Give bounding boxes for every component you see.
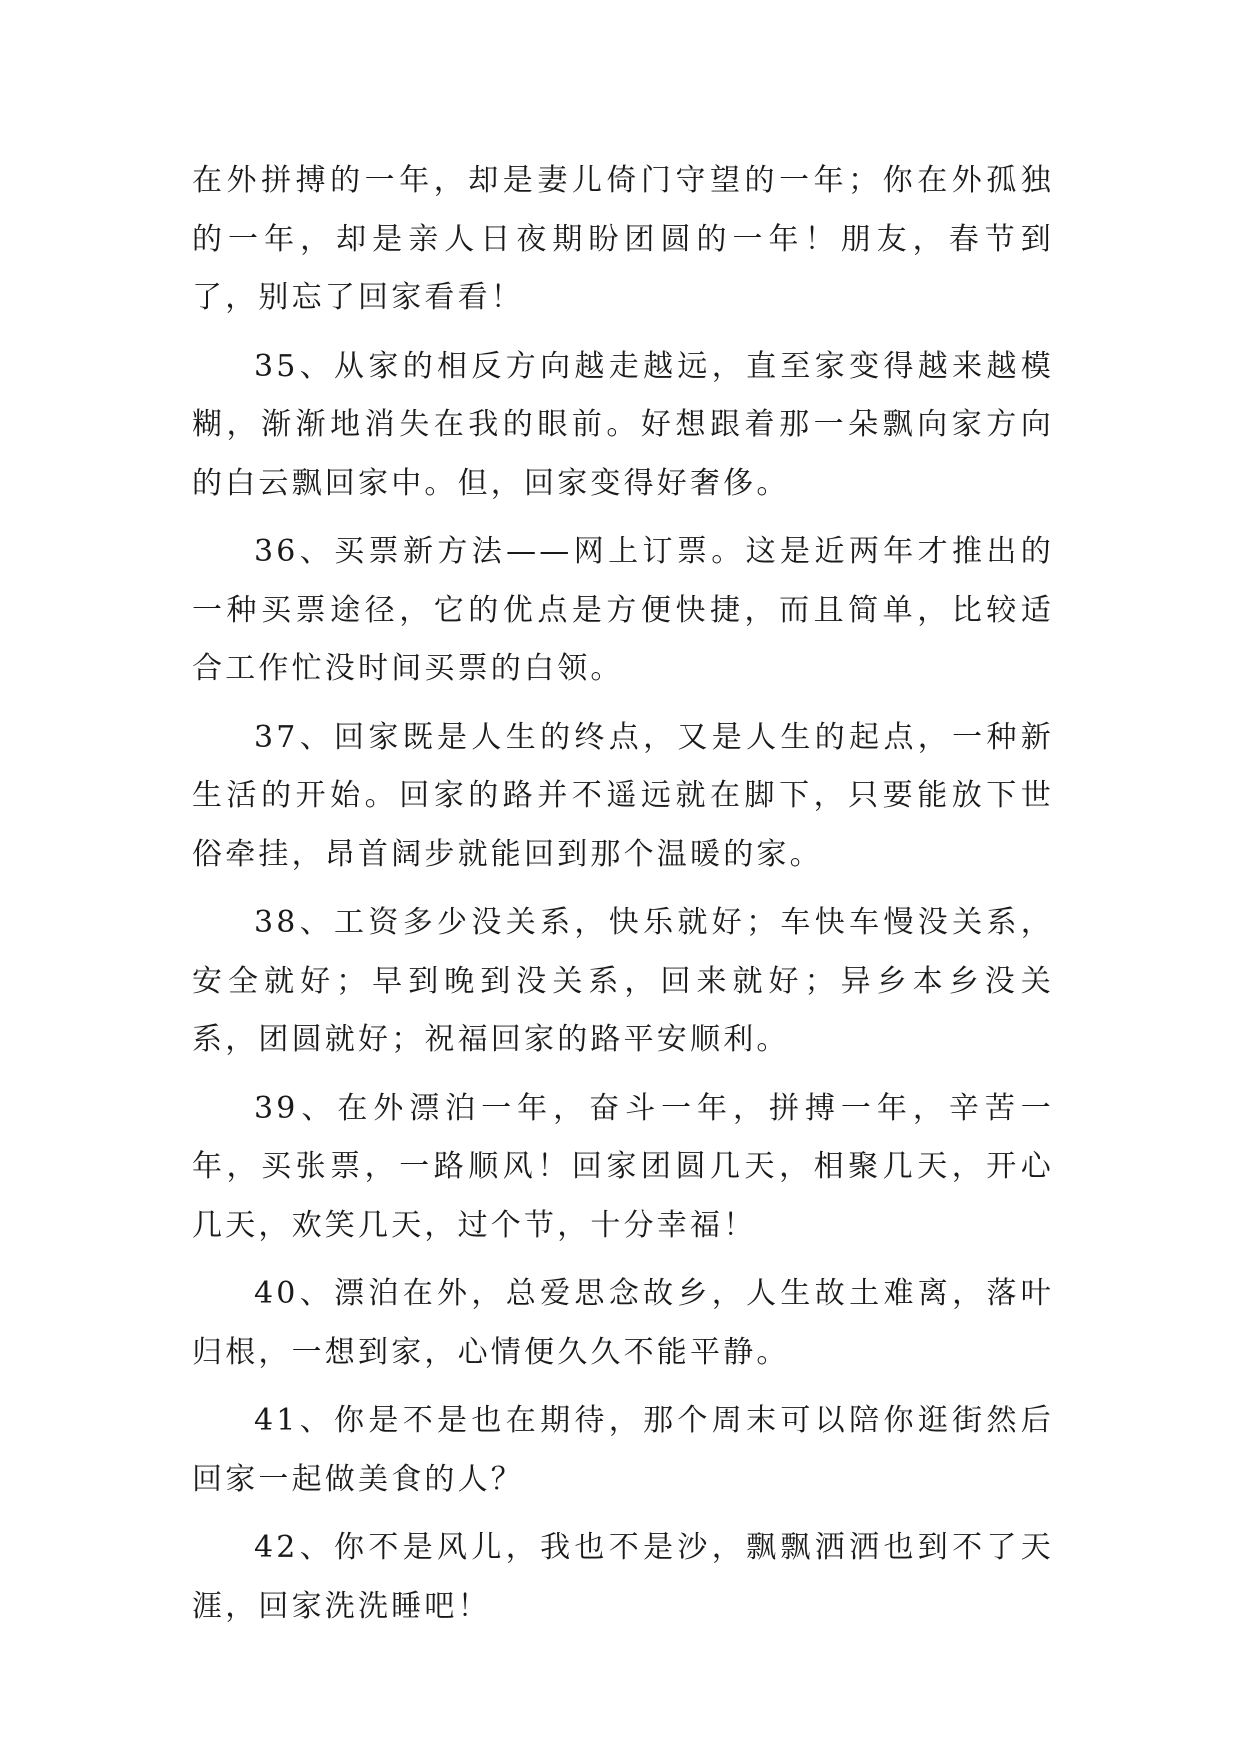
paragraph-36: 36、买票新方法——网上订票。这是近两年才推出的一种买票途径，它的优点是方便快捷，而且简单，比较适合工作忙没时间买票的白领。 — [192, 534, 1054, 686]
paragraph-35: 35、从家的相反方向越走越远，直至家变得越来越模糊，渐渐地消失在我的眼前。好想跟着那一朵飘向家方向的白云飘回家中。但，回家变得好奢侈。 — [192, 348, 1054, 501]
paragraph-39: 39、在外漂泊一年，奋斗一年，拼搏一年，辛苦一年，买张票，一路顺风！回家团圆几天，相聚几天，开心几天，欢笑几天，过个节，十分幸福！ — [192, 1090, 1054, 1243]
document-page — [192, 152, 1054, 1646]
paragraph-42: 42、你不是风儿，我也不是沙，飘飘洒洒也到不了天涯，回家洗洗睡吧！ — [192, 1530, 1054, 1624]
paragraph-38: 38、工资多少没关系，快乐就好；车快车慢没关系，安全就好；早到晚到没关系，回来就好；异乡本乡没关系，团圆就好；祝福回家的路平安顺利。 — [192, 905, 1054, 1057]
paragraph-41: 41、你是不是也在期待，那个周末可以陪你逛街然后回家一起做美食的人？ — [192, 1403, 1054, 1497]
paragraph-intro: 在外拼搏的一年，却是妻儿倚门守望的一年；你在外孤独的一年，却是亲人日夜期盼团圆的一年！朋友，春节到了，别忘了回家看看！ — [192, 163, 1054, 315]
paragraph-37: 37、回家既是人生的终点，又是人生的起点，一种新生活的开始。回家的路并不遥远就在脚下，只要能放下世俗牵挂，昂首阔步就能回到那个温暖的家。 — [192, 719, 1054, 872]
paragraph-40: 40、漂泊在外，总爱思念故乡，人生故土难离，落叶归根，一想到家，心情便久久不能平静。 — [192, 1276, 1054, 1370]
